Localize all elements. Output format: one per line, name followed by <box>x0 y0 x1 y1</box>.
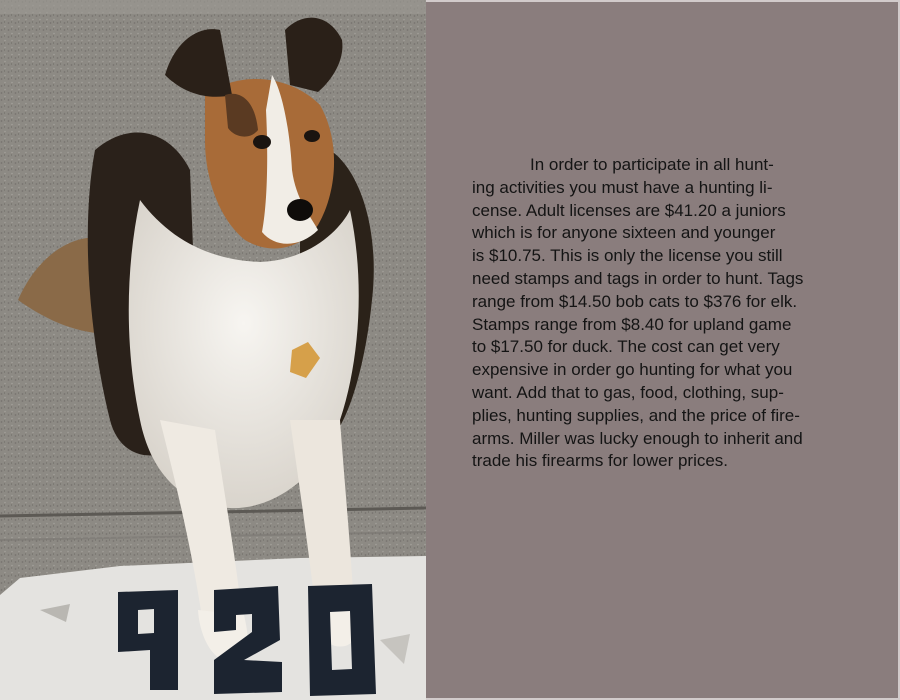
paragraph-line: plies, hunting supplies, and the price of fire- <box>472 405 800 425</box>
paragraph-line: In order to participate in all hunt- <box>530 155 774 174</box>
paragraph-line: to $17.50 for duck. The cost can get very <box>472 337 780 357</box>
paragraph-line: Stamps range from $8.40 for upland game <box>472 314 792 334</box>
paragraph-line: cense. Adult licenses are $41.20 a juniors <box>472 200 786 220</box>
paragraph-line: range from $14.50 bob cats to $376 for elk. <box>472 291 798 311</box>
paragraph-line: trade his firearms for lower prices. <box>472 451 729 471</box>
paragraph-line: expensive in order go hunting for what you <box>472 360 793 380</box>
body-paragraph <box>472 154 872 473</box>
paragraph-line: want. Add that to gas, food, clothing, sup- <box>472 382 784 402</box>
paragraph-line: which is for anyone sixteen and younger <box>472 223 776 243</box>
paragraph-line: arms. Miller was lucky enough to inherit and <box>472 428 803 448</box>
paragraph-line: need stamps and tags in order to hunt. Tags <box>472 268 804 288</box>
dog-photo <box>0 0 426 700</box>
paragraph-line: is $10.75. This is only the license you still <box>472 246 783 266</box>
paragraph-line: ing activities you must have a hunting li- <box>472 177 773 197</box>
sheltie-dog-image <box>0 0 426 700</box>
text-panel <box>426 0 900 700</box>
